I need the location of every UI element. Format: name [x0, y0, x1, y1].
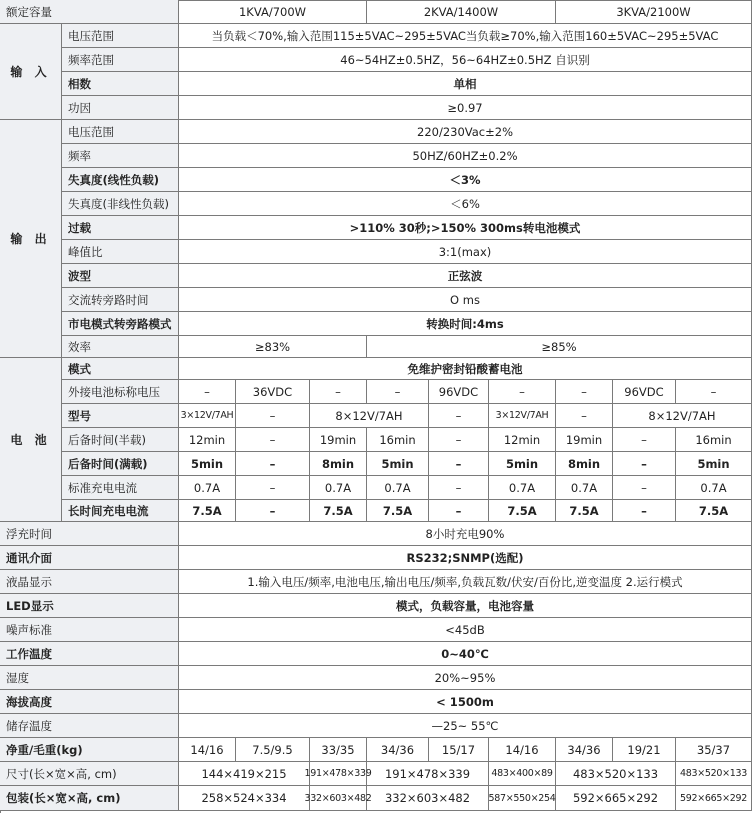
size-cell: 144×419×215 — [179, 762, 310, 786]
output-ac-bypass-value: O ms — [179, 288, 752, 312]
package-cell: 332×603×482 — [310, 786, 367, 811]
battery-ext-voltage-cell: – — [489, 380, 556, 404]
battery-backup-half-cell: 19min — [310, 428, 367, 452]
humidity-value: 20%~95% — [179, 666, 752, 690]
package-cell: 592×665×292 — [556, 786, 676, 811]
noise-label: 噪声标准 — [0, 618, 179, 642]
battery-std-charge-cell: 0.7A — [310, 476, 367, 500]
battery-ext-voltage-cell: – — [367, 380, 429, 404]
battery-ext-voltage-label: 外接电池标称电压 — [62, 380, 179, 404]
battery-ext-voltage-cell: – — [310, 380, 367, 404]
battery-long-charge-cell: – — [429, 500, 489, 522]
storage-temp-value: —25~ 55℃ — [179, 714, 752, 738]
battery-long-charge-cell: 7.5A — [310, 500, 367, 522]
input-phase-value: 单相 — [179, 72, 752, 96]
battery-backup-full-cell: – — [429, 452, 489, 476]
output-overload-value: >110% 30秒;>150% 300ms转电池模式 — [179, 216, 752, 240]
weight-cell: 7.5/9.5 — [236, 738, 310, 762]
weight-cell: 15/17 — [429, 738, 489, 762]
package-label: 包装(长×宽×高, cm) — [0, 786, 179, 811]
battery-long-charge-cell: 7.5A — [556, 500, 613, 522]
battery-backup-half-cell: 12min — [489, 428, 556, 452]
battery-backup-full-cell: 8min — [310, 452, 367, 476]
size-cell: 483×400×89 — [489, 762, 556, 786]
lcd-label: 液晶显示 — [0, 570, 179, 594]
comm-value: RS232;SNMP(选配) — [179, 546, 752, 570]
battery-backup-full-cell: 8min — [556, 452, 613, 476]
float-time-value: 8小时充电90% — [179, 522, 752, 546]
battery-std-charge-cell: 0.7A — [179, 476, 236, 500]
size-cell: 483×520×133 — [676, 762, 752, 786]
battery-ext-voltage-cell: 36VDC — [236, 380, 310, 404]
battery-backup-half-cell: – — [613, 428, 676, 452]
package-cell: 258×524×334 — [179, 786, 310, 811]
battery-ext-voltage-cell: 96VDC — [613, 380, 676, 404]
battery-std-charge-cell: – — [429, 476, 489, 500]
battery-ext-voltage-cell: – — [556, 380, 613, 404]
float-time-label: 浮充时间 — [0, 522, 179, 546]
op-temp-label: 工作温度 — [0, 642, 179, 666]
battery-std-charge-cell: – — [613, 476, 676, 500]
battery-model-cell: 3×12V/7AH — [489, 404, 556, 428]
input-pf-value: ≥0.97 — [179, 96, 752, 120]
led-label: LED显示 — [0, 594, 179, 618]
output-thd-nonlinear-label: 失真度(非线性负载) — [62, 192, 179, 216]
output-frequency-value: 50HZ/60HZ±0.2% — [179, 144, 752, 168]
size-label: 尺寸(长×宽×高, cm) — [0, 762, 179, 786]
output-thd-nonlinear-value: ＜6% — [179, 192, 752, 216]
comm-label: 通讯介面 — [0, 546, 179, 570]
weight-cell: 34/36 — [367, 738, 429, 762]
battery-backup-full-cell: 5min — [179, 452, 236, 476]
output-thd-linear-value: ＜3% — [179, 168, 752, 192]
battery-backup-full-cell: – — [236, 452, 310, 476]
weight-label: 净重/毛重(kg) — [0, 738, 179, 762]
output-efficiency-1kva: ≥83% — [179, 336, 367, 358]
led-value: 模式，负载容量，电池容量 — [179, 594, 752, 618]
battery-std-charge-cell: 0.7A — [676, 476, 752, 500]
battery-backup-full-cell: 5min — [489, 452, 556, 476]
battery-std-charge-cell: 0.7A — [556, 476, 613, 500]
battery-backup-half-cell: 12min — [179, 428, 236, 452]
storage-temp-label: 储存温度 — [0, 714, 179, 738]
output-thd-linear-label: 失真度(线性负载) — [62, 168, 179, 192]
battery-model-cell: – — [556, 404, 613, 428]
output-overload-label: 过载 — [62, 216, 179, 240]
humidity-label: 湿度 — [0, 666, 179, 690]
output-crest-value: 3:1(max) — [179, 240, 752, 264]
battery-backup-full-cell: 5min — [367, 452, 429, 476]
battery-backup-half-label: 后备时间(半载) — [62, 428, 179, 452]
battery-backup-full-cell: – — [613, 452, 676, 476]
battery-std-charge-cell: 0.7A — [367, 476, 429, 500]
battery-mode-label: 模式 — [62, 358, 179, 380]
header-label: 额定容量 — [0, 0, 179, 24]
output-efficiency-2-3kva: ≥85% — [367, 336, 752, 358]
lcd-value: 1.输入电压/频率,电池电压,输出电压/频率,负载瓦数/伏安/百份比,逆变温度 2.运行模式 — [179, 570, 752, 594]
battery-long-charge-cell: – — [613, 500, 676, 522]
output-crest-label: 峰值比 — [62, 240, 179, 264]
model-1kva: 1KVA/700W — [179, 0, 367, 24]
model-3kva: 3KVA/2100W — [556, 0, 752, 24]
weight-cell: 35/37 — [676, 738, 752, 762]
battery-model-cell: 3×12V/7AH — [179, 404, 236, 428]
battery-mode-value: 免维护密封铅酸蓄电池 — [179, 358, 752, 380]
altitude-label: 海拔高度 — [0, 690, 179, 714]
battery-long-charge-label: 长时间充电电流 — [62, 500, 179, 522]
input-voltage-value: 当负载＜70%,输入范围115±5VAC~295±5VAC当负载≥70%,输入范围160±5VAC~295±5VAC — [179, 24, 752, 48]
op-temp-value: 0~40℃ — [179, 642, 752, 666]
section-output: 输 出 — [0, 120, 62, 358]
input-pf-label: 功因 — [62, 96, 179, 120]
battery-ext-voltage-cell: – — [676, 380, 752, 404]
battery-std-charge-label: 标准充电电流 — [62, 476, 179, 500]
battery-backup-full-cell: 5min — [676, 452, 752, 476]
size-cell: 483×520×133 — [556, 762, 676, 786]
battery-model-cell: 8×12V/7AH — [310, 404, 429, 428]
battery-long-charge-cell: 7.5A — [179, 500, 236, 522]
battery-backup-half-cell: 19min — [556, 428, 613, 452]
output-efficiency-label: 效率 — [62, 336, 179, 358]
weight-cell: 19/21 — [613, 738, 676, 762]
weight-cell: 34/36 — [556, 738, 613, 762]
battery-model-label: 型号 — [62, 404, 179, 428]
output-mains-bypass-value: 转换时间:4ms — [179, 312, 752, 336]
battery-long-charge-cell: – — [236, 500, 310, 522]
output-mains-bypass-label: 市电模式转旁路模式 — [62, 312, 179, 336]
output-voltage-label: 电压范围 — [62, 120, 179, 144]
input-phase-label: 相数 — [62, 72, 179, 96]
input-frequency-value: 46~54HZ±0.5HZ，56~64HZ±0.5HZ 自识别 — [179, 48, 752, 72]
output-waveform-label: 波型 — [62, 264, 179, 288]
section-input: 输 入 — [0, 24, 62, 120]
battery-model-cell: – — [429, 404, 489, 428]
size-cell: 191×478×339 — [310, 762, 367, 786]
output-voltage-value: 220/230Vac±2% — [179, 120, 752, 144]
battery-std-charge-cell: – — [236, 476, 310, 500]
noise-value: <45dB — [179, 618, 752, 642]
model-2kva: 2KVA/1400W — [367, 0, 556, 24]
output-ac-bypass-label: 交流转旁路时间 — [62, 288, 179, 312]
battery-backup-half-cell: 16min — [676, 428, 752, 452]
battery-long-charge-cell: 7.5A — [367, 500, 429, 522]
battery-ext-voltage-cell: – — [179, 380, 236, 404]
output-waveform-value: 正弦波 — [179, 264, 752, 288]
battery-model-cell: – — [236, 404, 310, 428]
weight-cell: 14/16 — [179, 738, 236, 762]
package-cell: 587×550×254 — [489, 786, 556, 811]
output-frequency-label: 频率 — [62, 144, 179, 168]
battery-backup-full-label: 后备时间(满载) — [62, 452, 179, 476]
weight-cell: 14/16 — [489, 738, 556, 762]
battery-backup-half-cell: – — [236, 428, 310, 452]
section-battery: 电 池 — [0, 358, 62, 522]
altitude-value: < 1500m — [179, 690, 752, 714]
input-voltage-label: 电压范围 — [62, 24, 179, 48]
package-cell: 592×665×292 — [676, 786, 752, 811]
battery-long-charge-cell: 7.5A — [489, 500, 556, 522]
battery-backup-half-cell: 16min — [367, 428, 429, 452]
package-cell: 332×603×482 — [367, 786, 489, 811]
battery-model-cell: 8×12V/7AH — [613, 404, 752, 428]
input-frequency-label: 频率范围 — [62, 48, 179, 72]
battery-long-charge-cell: 7.5A — [676, 500, 752, 522]
weight-cell: 33/35 — [310, 738, 367, 762]
battery-ext-voltage-cell: 96VDC — [429, 380, 489, 404]
battery-std-charge-cell: 0.7A — [489, 476, 556, 500]
size-cell: 191×478×339 — [367, 762, 489, 786]
battery-backup-half-cell: – — [429, 428, 489, 452]
